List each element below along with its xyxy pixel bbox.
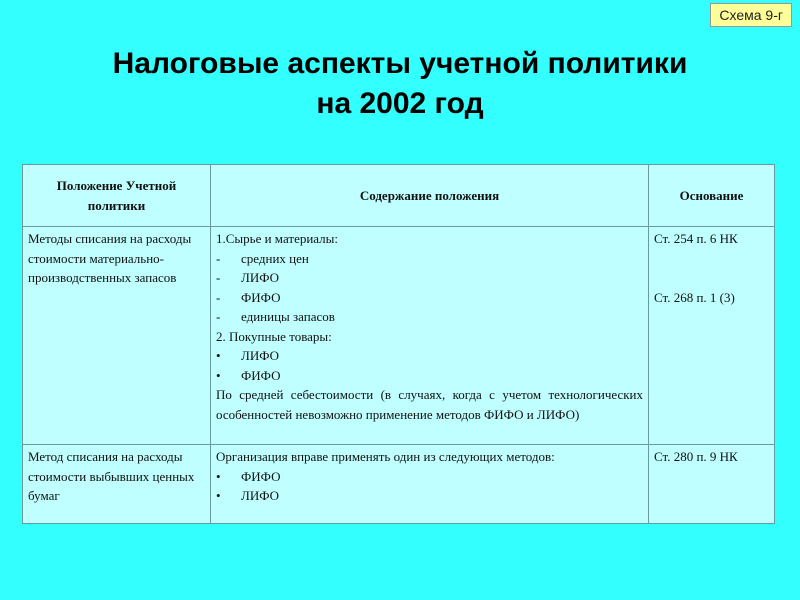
dash-marker: - xyxy=(216,270,221,285)
list-item: • ФИФО xyxy=(216,366,643,386)
page-title xyxy=(0,44,800,124)
row2-basis: Ст. 280 п. 9 НК xyxy=(649,445,775,524)
title-line-2: на 2002 год xyxy=(316,87,484,120)
list-item: • ЛИФО xyxy=(216,346,643,366)
title-line-1: Налоговые аспекты учетной политики xyxy=(112,47,688,80)
list-item: - единицы запасов xyxy=(216,307,643,327)
row2-provision: Метод списания на расходы стоимости выбывших ценных бумаг xyxy=(23,445,211,524)
dash-marker: - xyxy=(216,309,221,324)
dash-marker: - xyxy=(216,289,221,305)
bullet-icon: • xyxy=(216,488,221,503)
bullet-icon: • xyxy=(216,468,221,484)
table-row xyxy=(23,445,775,524)
header-basis: Основание xyxy=(649,165,775,227)
securities-text: Организация вправе применять один из следующих методов: xyxy=(216,449,555,464)
bullet-icon: • xyxy=(216,367,221,383)
scheme-tag: Схема 9-г xyxy=(710,3,792,27)
basis-ref-1: Ст. 254 п. 6 НК xyxy=(654,231,738,246)
accounting-policy-table xyxy=(22,164,775,524)
list-item: - средних цен xyxy=(216,249,643,269)
average-cost-note: По средней себестоимости (в случаях, когда с учетом технологических особенностей невозможно применение методов ФИФО и ЛИФО) xyxy=(216,387,643,422)
accounting-policy-table-container xyxy=(22,164,774,524)
raw-materials-heading: 1.Сырье и материалы: xyxy=(216,231,339,246)
header-provision: Положение Учетной политики xyxy=(23,165,211,227)
purchased-goods-heading: 2. Покупные товары: xyxy=(216,328,332,344)
basis-ref-2: Ст. 268 п. 1 (3) xyxy=(654,289,735,305)
row1-basis xyxy=(649,227,775,445)
row1-provision: Методы списания на расходы стоимости материально-производственных запасов xyxy=(23,227,211,445)
table-row xyxy=(23,227,775,445)
dash-marker: - xyxy=(216,250,221,266)
bullet-icon: • xyxy=(216,348,221,363)
row1-content xyxy=(211,227,649,445)
list-item: - ЛИФО xyxy=(216,268,643,288)
list-item: • ФИФО xyxy=(216,467,643,487)
header-content: Содержание положения xyxy=(211,165,649,227)
list-item: - ФИФО xyxy=(216,288,643,308)
list-item: • ЛИФО xyxy=(216,486,643,506)
table-header-row xyxy=(23,165,775,227)
row2-content xyxy=(211,445,649,524)
